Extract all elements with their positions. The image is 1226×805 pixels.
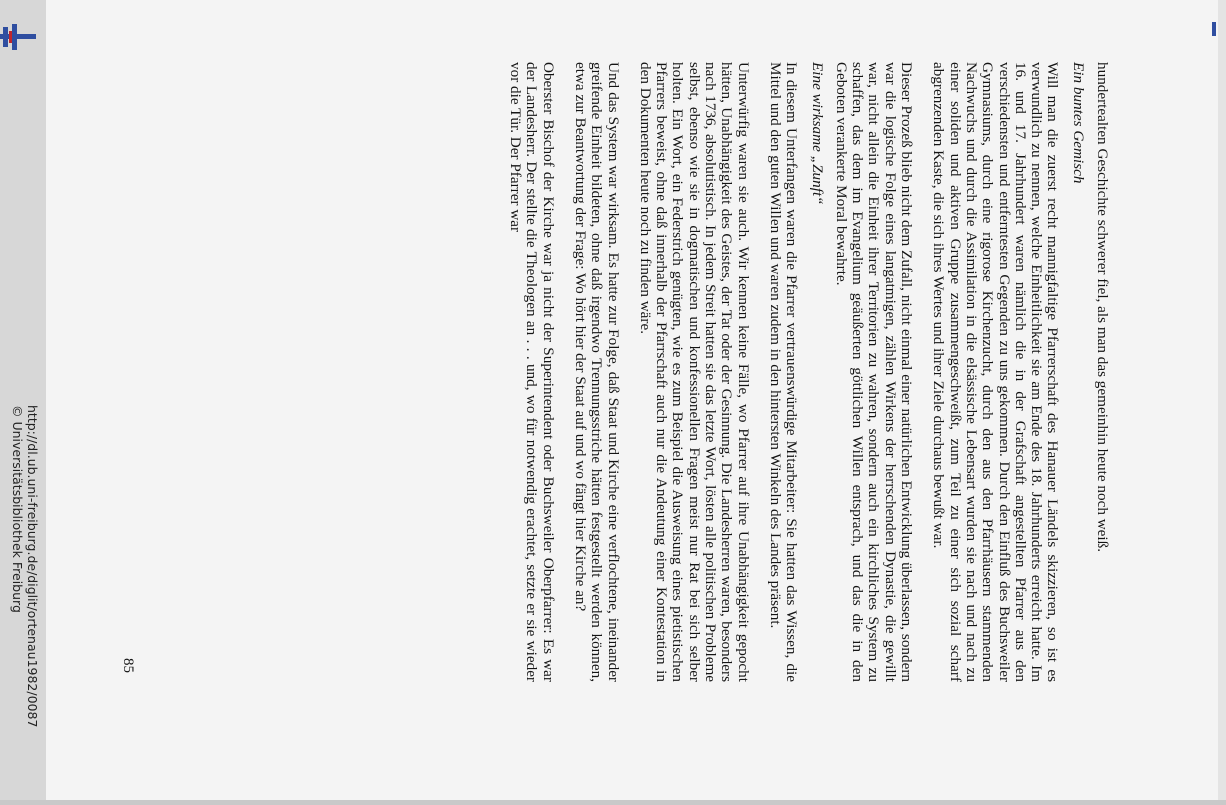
watermark-url: http://dl.ub.uni-freiburg.de/diglit/ortenau1982/0087 xyxy=(25,405,40,728)
left-margin-strip xyxy=(0,0,46,800)
page-number: 85 xyxy=(120,658,136,673)
section-heading: Ein buntes Gemisch xyxy=(1069,62,1087,184)
paragraph: Dieser Prozeß blieb nicht dem Zufall, nicht einmal einer natürlichen Entwicklung überlassen, sondern war die logische Folge eines langatmigen, zählen Wirkens der herrschenden Dynastie, die gewillt war, nicht allein die Einheit ihrer Territorien zu wahren, sondern auch ein kirchliches System zu schaffen, das dem im Evangelium geäußerten göttlichen Willen entsprach, und das die in den Geboten verankerte Moral bewahrte. xyxy=(832,62,916,682)
intro-paragraph: hundertealten Geschichte schwerer fiel, als man das gemeinhin heute noch weiß. xyxy=(1094,62,1111,553)
paragraph: Oberster Bischof der Kirche war ja nicht der Superintendent oder Buchsweiler Oberpfarrer: Es war der Landesherr. Der stellte die Theologen an . . . und, wo für notwendig erachtet, setzte er sie wieder vor die Tür. Der Pfarrer war xyxy=(507,62,557,682)
watermark-copyright: © Universitätsbibliothek Freiburg xyxy=(10,405,25,613)
edge-marker-icon xyxy=(1212,22,1216,36)
library-logo-icon xyxy=(0,22,46,52)
paragraph: Und das System war wirksam. Es hatte zur Folge, daß Staat und Kirche eine verflochtene, ineinander greifende Einheit bildeten, ohne daß irgendwo Trennungsstriche hätten festgestellt werden können, etwa zur Beantwortung der Frage: Wo hört hier der Staat auf und wo fängt hier Kirche an? xyxy=(571,62,622,682)
watermark xyxy=(10,405,40,805)
paragraph: In diesem Unterfangen waren die Pfarrer vertrauenswürdige Mitarbeiter: Sie hatten das Wissen, die Mittel und den guten Willen und waren zudem in den hintersten Winkeln des Landes präsent. xyxy=(766,62,801,682)
paragraph: Will man die zuerst recht mannigfaltige Pfarrerschaft des Hanauer Ländels skizzieren, so ist es verwundlich zu nennen, welche Einheitlichkeit sie am Ende des 18. Jahrhunderts erreicht hatte. Im 16. und 17. Jahrhundert waren nämlich die in der Grafschaft angestellten Pfarrer aus den verschiedensten und entferntesten Gegenden zu uns gekommen. Durch den Einfluß des Buchsweiler Gymnasiums, durch eine rigorose Kirchenzucht, durch den aus den Pfarrhäusern stammenden Nachwuchs und durch die Assimilation in die elsässische Lebensart wurden sie nach und nach zu einer soliden und aktiven Gruppe zusammengeschweißt, zum Teil zu einer sich sozial scharf abgrenzenden Kaste, die sich ihres Wertes und ihrer Ziele durchaus bewußt war. xyxy=(930,62,1062,682)
right-page-edge xyxy=(1218,0,1226,800)
section-heading: Eine wirksame „Zunft“ xyxy=(808,62,826,205)
paragraph: Unterwürfig waren sie auch. Wir kennen keine Fälle, wo Pfarrer auf ihre Unabhängigkeit gepocht hätten, Unabhängigkeit des Geistes, der Tat oder der Gesinnung. Die Landesherren waren, besonders nach 1736, absolutistisch. In jedem Streit hatten sie das letzte Wort, lösten alle politischen Probleme selbst, ebenso wie sie in dogmatischen und konfessionellen Fragen meist nur Rat bei sich selber holten. Ein Wort, ein Federstrich genügten, wie es zum Beispiel die Ausweisung eines pietistischen Pfarrers beweist, ohne daß innerhalb der Pfarrschaft auch nur die Andeutung einer Kontestation in den Dokumenten heute noch zu finden wäre. xyxy=(636,62,752,682)
page-text xyxy=(130,62,1110,682)
